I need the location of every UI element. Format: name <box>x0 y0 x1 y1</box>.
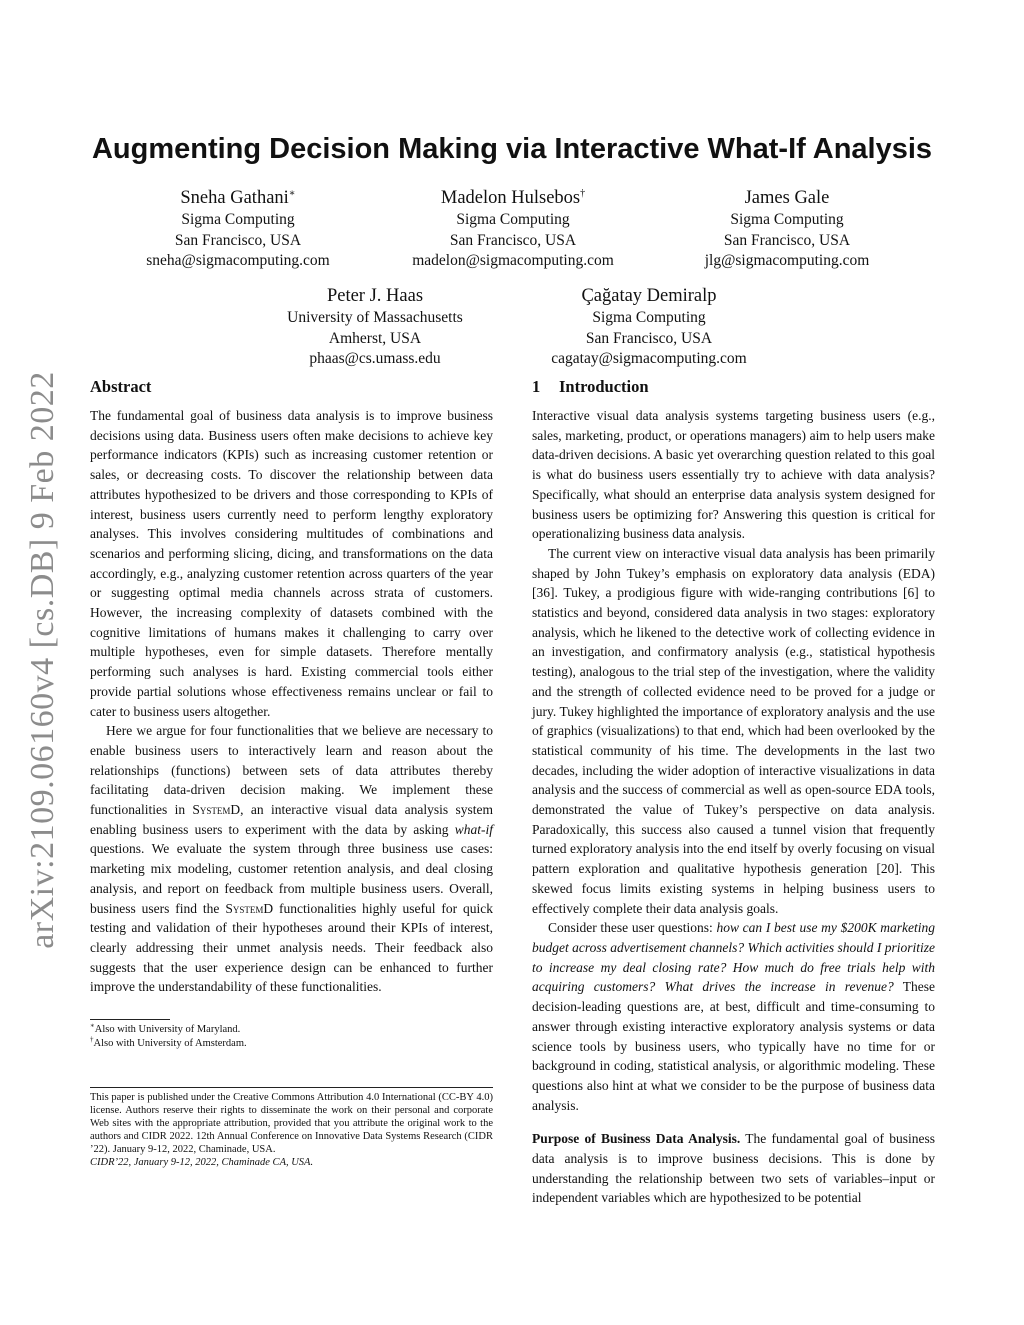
author-name: Çağatay Demiralp <box>581 286 717 306</box>
paper-title: Augmenting Decision Making via Interactive What-If Analysis <box>91 133 933 165</box>
footnote-2: †Also with University of Amsterdam. <box>90 1035 247 1049</box>
author-block-2 <box>383 186 643 272</box>
author-affiliation: University of Massachusetts <box>287 309 463 326</box>
author-name: Sneha Gathani∗ <box>180 187 296 208</box>
author-name: Peter J. Haas <box>326 286 424 306</box>
author-location: San Francisco, USA <box>174 231 302 249</box>
author-block-5 <box>519 284 779 370</box>
author-affiliation: Sigma Computing <box>181 211 295 228</box>
arxiv-identifier: arXiv:2109.06160v4 [cs.DB] 9 Feb 2022 <box>24 371 61 949</box>
introduction-heading: 1 Introduction <box>532 377 649 396</box>
author-block-3 <box>657 186 917 272</box>
author-affiliation: Sigma Computing <box>456 211 570 228</box>
author-location: San Francisco, USA <box>723 231 851 249</box>
license-notice <box>90 1087 493 1169</box>
author-block-4 <box>245 284 505 370</box>
introduction-column <box>532 376 935 1208</box>
purpose-paragraph: Purpose of Business Data Analysis. The fundamental goal of business data analysis is to improve business decisions. This is done by understanding the relationship between two sets of variables–input or independent variables which are hypothesized to be potential <box>532 1131 935 1206</box>
author-affiliation: Sigma Computing <box>730 211 844 228</box>
intro-paragraph-2: The current view on interactive visual data analysis has been primarily shaped by John Tukey’s emphasis on exploratory data analysis (EDA) [36]. Tukey, a prodigious figure with wide-ranging contributions [6] to statistics and beyond, considered data analysis in two stages: exploratory analysis, which he likened to the detective work of collecting evidence in an investigation, and confirmatory analysis (e.g., statistical hypothesis testing), analogous to the trial step of the investigation, where the validity and the strength of collected evidence need to be proved for a judge or jury. Tukey highlighted the importance of exploratory analysis and the use of graphics (visualizations) to that end, which had been overlooked by the statistical community of his time. The developments in the last two decades, including the wider adoption of interactive visualizations in data analysis and the success of commercial as well as open-source EDA tools, demonstrated the value of Tukey’s perspective on data analysis. Paradoxically, this success also caused a tunnel vision that frequently turned exploratory analysis into the end itself by overly focusing on visual pattern exploration and qualitative hypothesis generation [20]. This skewed focus limits existing systems in helping business users to effectively complete their data analysis goals. <box>532 545 935 916</box>
author-email: sneha@sigmacomputing.com <box>146 252 330 269</box>
license-rule <box>90 1087 493 1088</box>
author-name: Madelon Hulsebos† <box>440 187 586 208</box>
abstract-heading: Abstract <box>90 377 152 396</box>
abstract-paragraph-2: Here we argue for four functionalities that we believe are necessary to enable business users to interactively learn and reason about the relationships (functions) between sets of data attributes thereby facilitating data-driven decision making. We implement these functionalities in SystemD, an interactive visual data analysis system enabling business users to experiment with the data by asking what-if questions. We evaluate the system through three business use cases: marketing mix modeling, customer retention analysis, and deal closing analysis, and report on feedback from multiple business users. Overall, business users find the SystemD functionalities highly useful for quick testing and validation of their hypotheses around their KPIs of interest, clearly addressing their unmet analysis needs. Their feedback also suggests that the user experience design can be enhanced to further improve the understandability of these functionalities. <box>90 723 493 995</box>
author-affiliation: Sigma Computing <box>592 309 706 326</box>
author-block-1 <box>108 186 368 272</box>
author-location: Amherst, USA <box>328 329 422 347</box>
footnotes <box>90 1019 493 1050</box>
purpose-heading: Purpose of Business Data Analysis. <box>532 1131 741 1147</box>
footnote-1: ∗Also with University of Maryland. <box>90 1021 241 1035</box>
conference-venue: CIDR’22, January 9-12, 2022, Chaminade CA, USA. <box>90 1157 314 1168</box>
footnote-rule <box>90 1019 170 1020</box>
author-email: phaas@cs.umass.edu <box>309 350 441 367</box>
author-email: jlg@sigmacomputing.com <box>704 252 870 269</box>
abstract-column <box>90 376 493 997</box>
author-email: madelon@sigmacomputing.com <box>412 252 614 269</box>
abstract-paragraph-1: The fundamental goal of business data analysis is to improve business decisions using data. Business users often make decisions to achieve key performance indicators (KPIs) such as increasing customer retention or sales, or decreasing costs. To discover the relationship between data attributes hypothesized to be drivers and those corresponding to KPIs of interest, business users currently need to perform lengthy exploratory analyses. This involves considering multitudes of combinations and scenarios and performing slicing, dicing, and transformations on the data accordingly, e.g., analyzing customer retention across quarters of the year or suggesting optimal media channels across strata of customers. However, the increasing complexity of datasets combined with the cognitive limitations of humans makes it challenging to carry over multiple hypotheses, even for simple datasets. Therefore mentally performing such analyses is hard. Existing commercial tools either provide partial solutions whose effectiveness remains unclear or fail to cater to business users altogether. <box>90 408 493 719</box>
author-location: San Francisco, USA <box>449 231 577 249</box>
intro-paragraph-3: Consider these user questions: how can I best use my $200K marketing budget across advertisement channels? Which activities should I prioritize to increase my deal closing rate? How much do free trials help with acquiring customers? What drives the increase in revenue? These decision-leading questions are, at best, difficult and time-consuming to answer through existing interactive exploratory analysis systems or data science tools by business users, who typically have no time for or background in coding, statistical analysis, or algorithmic modeling. These questions also hint at what we consider to be the purpose of business data analysis. <box>532 920 936 1113</box>
author-name: James Gale <box>744 188 830 208</box>
author-location: San Francisco, USA <box>585 329 713 347</box>
intro-paragraph-1: Interactive visual data analysis systems targeting business users (e.g., sales, marketing, product, or operations managers) aim to help users make data-driven decisions. A basic yet overarching question related to this goal is what do business users essentially try to achieve with data analysis? Specifically, what should an enterprise data analysis system designed for business users be optimizing for? Answering this question is critical for operationalizing business data analysis. <box>532 408 935 542</box>
license-text: This paper is published under the Creative Commons Attribution 4.0 International (CC-BY 4.0) license. Authors reserve their rights to disseminate the work on their personal and corporate Web sites with the appropriate attribution, provided that you attribute the original work to the authors and CIDR 2022. 12th Annual Conference on Innovative Data Systems Research (CIDR ’22). January 9-12, 2022, Chaminade, USA. <box>90 1092 493 1155</box>
author-email: cagatay@sigmacomputing.com <box>551 350 747 367</box>
